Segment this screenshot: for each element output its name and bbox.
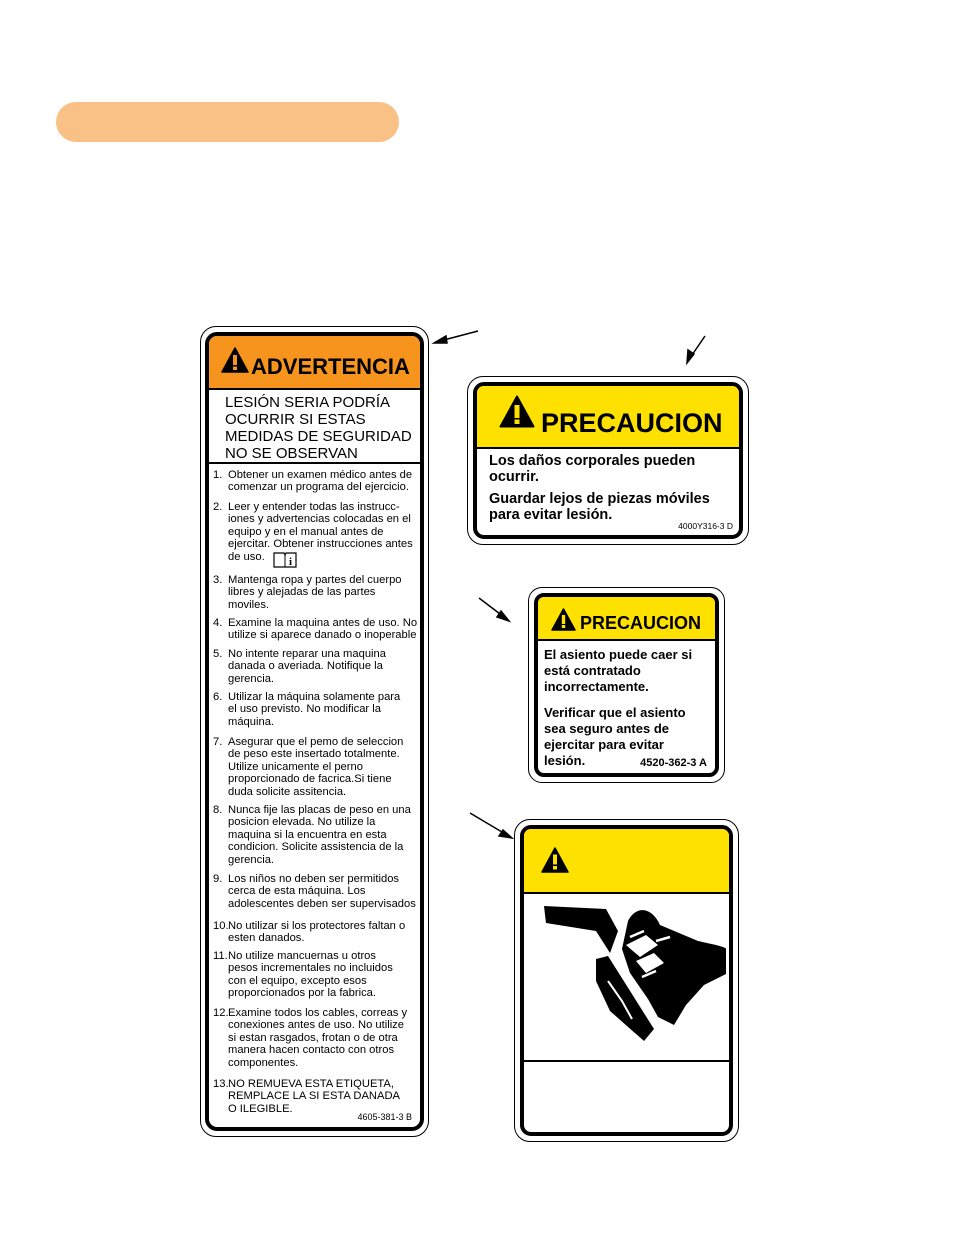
precaucion-1-code: 4000Y316-3 D	[678, 521, 733, 531]
warning-triangle-icon	[499, 395, 535, 428]
advertencia-divider	[209, 462, 420, 464]
advertencia-code: 4605-381-3 B	[357, 1112, 412, 1122]
precaucion-2-title: PRECAUCION	[580, 613, 702, 633]
advertencia-title: ADVERTENCIA	[251, 354, 410, 379]
precaucion-2-header	[538, 597, 715, 641]
warning-triangle-icon	[551, 608, 576, 631]
precaucion-2-text-1: El asiento puede caer si está contratado incorrectamente.	[544, 647, 693, 694]
warning-triangle-icon	[221, 347, 249, 373]
precaucion-1-title: PRECAUCION	[541, 408, 723, 438]
manual-info-icon	[273, 551, 297, 568]
precaucion-2-code: 4520-362-3 A	[640, 757, 707, 769]
precaucion-2-text-2: Verificar que el asiento sea seguro antes de ejercitar para evitar lesión.	[544, 705, 686, 768]
precaucion-1-text-1: Los daños corporales pueden ocurrir.	[489, 453, 696, 485]
svg-text:i: i	[288, 556, 293, 568]
precaucion-1-text-2: Guardar lejos de piezas móviles para evitar lesión.	[489, 491, 710, 523]
advertencia-header	[209, 336, 420, 390]
advertencia-label: ADVERTENCIA LESIÓN SERIA PODRÍA OCURRIR SI ESTAS MEDIDAS DE SEGURIDAD NO SE OBSERVAN 1. Obtener un examen médico antes de comenzar un programa del ejercicio. 2. Leer y entender todas las instrucc- iones y advertencias colocadas en el equipo y en el manual antes de ejercitar. Obtener instrucciones antes de uso. i 3. Mantenga ropa y partes del cuerpo libres y alejadas de las partes moviles. 4. Examine la maquina antes de uso. No utilize si aparece danado o inoperable 5. No intente reparar una maquina danada o averiada. Notifique la gerencia. 6. Utilizar la máquina solamente para el uso previsto. No modificar la máquina. 7. Asegurar que el pemo de seleccion de peso este insertado totalmente. Utilize unicamente el perno proporcionado de facrica.Si tiene duda solicite assitencia. 8. Nunca fije las placas de peso en una posicion elevada. No utilize la maquina si la encuentra en esta condicion. Solicite assistencia de la gerencia. 9. Los niños no deben ser permitidos cerca de esta máquina. Los adolescentes deben ser supervisados 10. No utilizar si los protectores faltan o esten danados. 11. No utilize mancuernas u otros pesos incrementales no incluidos con el equipo, excepto esos proporcionados por la fabrica. 12. Examine todos los cables, correas y conexiones antes de uso. No utilize si estan rasgados, frotan o de otra manera hacen contacto con otros componentes. 13. NO REMUEVA ESTA ETIQUETA, REMPLACE LA SI ESTA DANADA O ILEGIBLE. 4605-381-3 B	[205, 332, 424, 1131]
pinch-label-header	[524, 829, 729, 894]
precaucion-1-header	[477, 386, 739, 449]
pinch-label-divider	[524, 1060, 729, 1062]
pinch-hazard-label	[520, 825, 733, 1136]
precaucion-1-label	[473, 382, 743, 539]
advertencia-intro: LESIÓN SERIA PODRÍA OCURRIR SI ESTAS MEDIDAS DE SEGURIDAD NO SE OBSERVAN	[225, 394, 412, 462]
hand-pinch-icon	[536, 901, 726, 1051]
precaucion-2-label	[534, 593, 719, 777]
warning-triangle-icon	[541, 847, 569, 873]
